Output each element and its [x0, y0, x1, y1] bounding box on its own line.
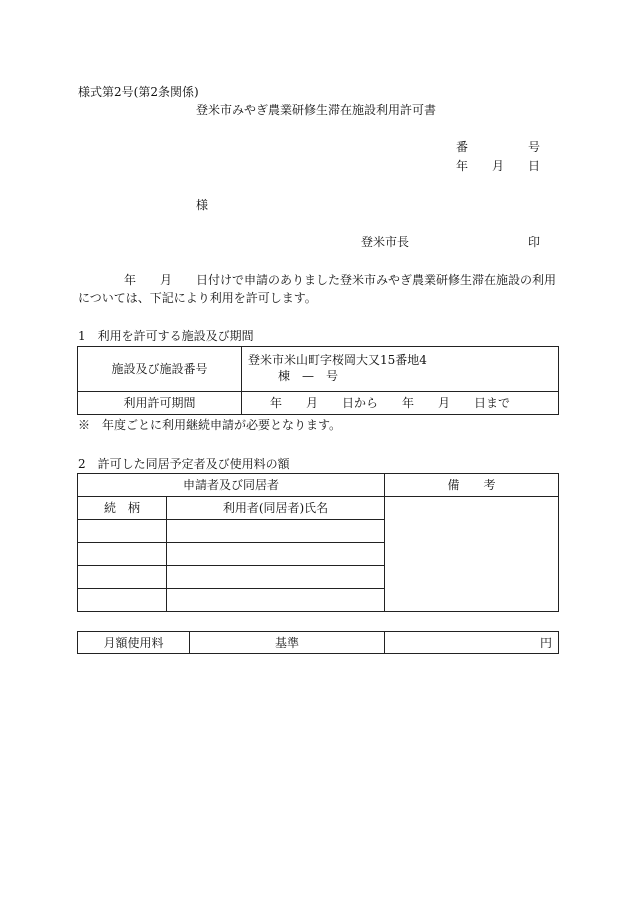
number-label-go: 号 — [528, 140, 541, 154]
fee-basis: 基準 — [190, 632, 385, 654]
relation-header: 続 柄 — [78, 497, 167, 520]
date-year: 年 — [456, 159, 469, 173]
seal: 印 — [528, 235, 541, 249]
body-text-line1: 日付けで申請のありました登米市みやぎ農業研修生滞在施設の利用 — [196, 273, 557, 287]
section1-heading: 1 利用を許可する施設及び期間 — [78, 329, 254, 343]
section1-note: ※ 年度ごとに利用継続申請が必要となります。 — [78, 418, 342, 432]
relation-cell — [78, 543, 167, 566]
fee-label: 月額使用料 — [78, 632, 190, 654]
facility-building: 棟 — 号 — [278, 369, 339, 383]
relation-cell — [78, 566, 167, 589]
facility-address: 登米市米山町字桜岡大又15番地4 — [248, 353, 427, 367]
name-cell — [167, 520, 385, 543]
body-year: 年 — [124, 273, 137, 287]
period-from-day: 日から — [342, 396, 379, 410]
issuer: 登米市長 — [361, 235, 410, 249]
facility-label: 施設及び施設番号 — [78, 347, 242, 392]
residents-table — [77, 473, 559, 612]
period-to-day: 日まで — [474, 396, 511, 410]
name-cell — [167, 543, 385, 566]
remarks-cell — [385, 497, 559, 612]
section2-heading: 2 許可した同居予定者及び使用料の額 — [78, 457, 290, 471]
period-to-year: 年 — [402, 396, 415, 410]
remarks-header: 備 考 — [385, 474, 559, 497]
relation-cell — [78, 520, 167, 543]
number-label-ban: 番 — [456, 140, 469, 154]
form-label: 様式第2号(第2条関係) — [78, 85, 199, 99]
addressee-suffix: 様 — [196, 198, 209, 212]
body-text-line2: については、下記により利用を許可します。 — [78, 291, 317, 305]
period-from-month: 月 — [306, 396, 319, 410]
applicants-header: 申請者及び同居者 — [78, 474, 385, 497]
body-month: 月 — [160, 273, 173, 287]
name-header: 利用者(同居者)氏名 — [167, 497, 385, 520]
period-value — [242, 392, 559, 415]
period-from-year: 年 — [270, 396, 283, 410]
name-cell — [167, 566, 385, 589]
period-to-month: 月 — [438, 396, 451, 410]
date-month: 月 — [492, 159, 505, 173]
facility-table — [77, 346, 559, 415]
facility-value — [242, 347, 559, 392]
relation-cell — [78, 589, 167, 612]
period-label: 利用許可期間 — [78, 392, 242, 415]
date-day: 日 — [528, 159, 541, 173]
fee-unit: 円 — [385, 632, 559, 654]
document-title: 登米市みやぎ農業研修生滞在施設利用許可書 — [196, 103, 437, 117]
fee-table — [77, 631, 559, 654]
name-cell — [167, 589, 385, 612]
